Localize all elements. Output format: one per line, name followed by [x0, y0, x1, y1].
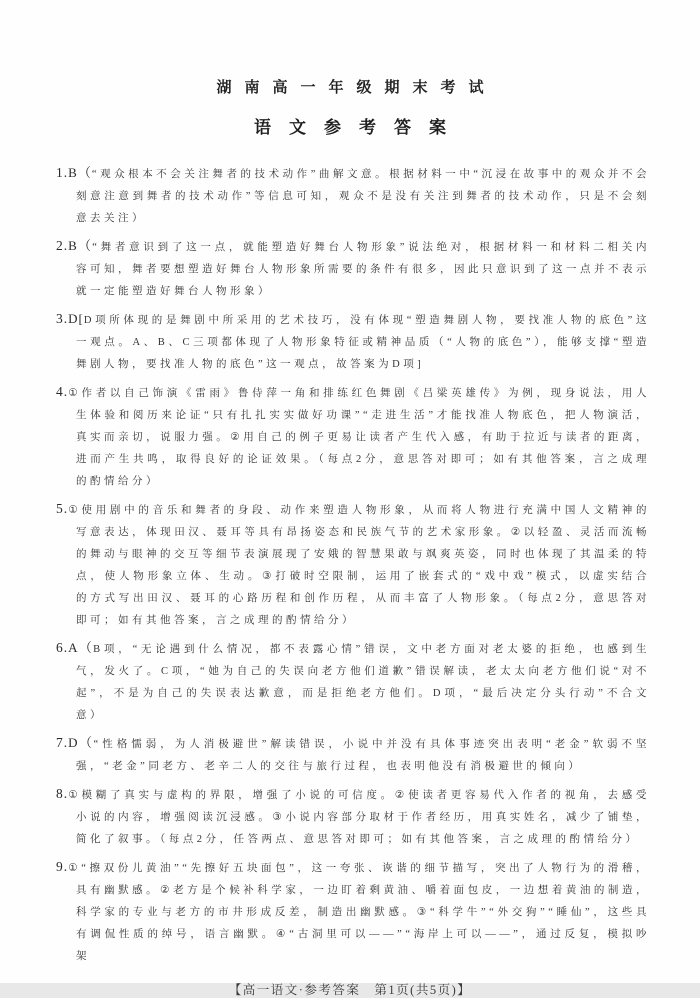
- answer-item-2: [56, 235, 650, 303]
- answer-text: “观众根本不会关注舞者的技术动作”曲解文意。根据材料一中“沉浸在故事中的观众并不会刻意注意到舞者的技术动作”等信息可知，观众不是没有关注到舞者的技术动作，只是不会刻意去关注）: [76, 169, 651, 224]
- answers-list: [56, 162, 650, 968]
- answer-number: 8.: [56, 786, 69, 801]
- answer-letter: D（: [68, 735, 94, 750]
- answer-item-9: [56, 856, 650, 968]
- answer-number: 5.: [56, 501, 69, 516]
- answer-item-6: [56, 637, 650, 727]
- answer-item-7: [56, 732, 650, 778]
- answer-text: ①作者以自己饰演《雷雨》鲁侍萍一角和排练红色舞剧《吕梁英雄传》为例，现身说法，用人生体验和阅历来论证“只有扎扎实实做好功课”“走进生活”才能找准人物底色，把人物演活，真实而亲切，说服力强。②用自己的例子更易让读者产生代入感，有助于拉近与读者的距离，进而产生共鸣，取得良好的论证效果。（每点2分，意思答对即可；如有其他答案，言之成理的酌情给分）: [68, 388, 650, 487]
- answer-number: 2.: [56, 238, 69, 253]
- exam-title: 湖南高一年级期末考试: [216, 80, 497, 96]
- answers-title: 语文参考答案: [254, 118, 464, 137]
- answer-number: 7.: [56, 735, 69, 750]
- answer-text: ①使用剧中的音乐和舞者的身段、动作来塑造人物形象，从而将人物进行充满中国人文精神的写意表达，体现田汉、聂耳等具有昂扬姿态和民族气节的艺术家形象。②以轻盈、灵活而流畅的舞动与眼神的交互等细节表演展现了安娥的智慧果敢与飒爽英姿，同时也体现了其温柔的特点，使人物形象立体、生动。③打破时空限制，运用了嵌套式的“戏中戏”模式，以虚实结合的方式写出田汉、聂耳的心路历程和创作历程，从而丰富了人物形象。（每点2分，意思答对即可；如有其他答案，言之成理的酌情给分）: [68, 505, 650, 626]
- answer-number: 3.: [56, 311, 69, 326]
- answer-number: 9.: [56, 859, 69, 874]
- answer-number: 4.: [56, 384, 69, 399]
- answer-item-4: [56, 381, 650, 493]
- answer-item-8: [56, 783, 650, 851]
- answer-item-3: [56, 308, 650, 376]
- answer-item-5: [56, 498, 650, 632]
- answer-text: ①“擦双份儿黄油”“先擦好五块面包”，这一夸张、诙谐的细节描写，突出了人物行为的滑稽，具有幽默感。②老方是个候补科学家，一边盯着剩黄油、嚼着面包皮，一边想着黄油的制造，科学家的专业与老方的市井形成反差，制造出幽默感。③“科学牛”“外交狗”“睡仙”，这些具有调侃性质的绰号，语言幽默。④“古洞里可以——”“海岸上可以——”，通过反复，模拟吵架: [68, 863, 650, 962]
- answer-text: D项所体现的是舞剧中所采用的艺术技巧，没有体现“塑造舞剧人物，要找准人物的底色”这一观点。A、B、C三项都体现了人物形象特征或精神品质（“人物的底色”），能够支撑“塑造舞剧人物，要找准人物的底色”这一观点，故答案为D项]: [76, 315, 650, 370]
- answer-letter: D[: [68, 311, 84, 326]
- answer-item-1: [56, 162, 650, 230]
- answer-text: ①模糊了真实与虚构的界限，增强了小说的可信度。②使读者更容易代入作者的视角，去感受小说的内容，增强阅读沉浸感。③小说内容部分取材于作者经历，用真实姓名，减少了铺垫，简化了叙事。（每点2分，任答两点、意思答对即可；如有其他答案，言之成理的酌情给分）: [68, 790, 650, 845]
- answer-letter: B（: [68, 238, 93, 253]
- answer-text: “舞者意识到了这一点，就能塑造好舞台人物形象”说法绝对，根据材料一和材料二相关内容可知，舞者要想塑造好舞台人物形象所需要的条件有很多，因此只意识到了这一点并不表示就一定能塑造好舞台人物形象）: [76, 242, 650, 297]
- answer-text: B项，“无论遇到什么情况，都不表露心情”错误，文中老方面对老太婆的拒绝，也感到生气，发火了。C项，“她为自己的失误向老方他们道歉”错误解读，老太太向老方他们说“对不起”，不是为自己的失误表达歉意，而是拒绝老方他们。D项，“最后决定分头行动”不合文意）: [76, 644, 651, 721]
- page-footer: 【高一语文·参考答案 第1页(共5页)】: [228, 983, 472, 997]
- answer-number: 1.: [56, 165, 69, 180]
- answer-letter: B（: [68, 165, 92, 180]
- answer-letter: A（: [68, 640, 94, 655]
- answer-text: “性格懦弱，为人消极避世”解读错误，小说中并没有具体事迹突出表明“老金”软弱不坚强，“老金”同老方、老辛二人的交往与旅行过程，也表明他没有消极避世的倾向）: [76, 739, 650, 772]
- answer-number: 6.: [56, 640, 69, 655]
